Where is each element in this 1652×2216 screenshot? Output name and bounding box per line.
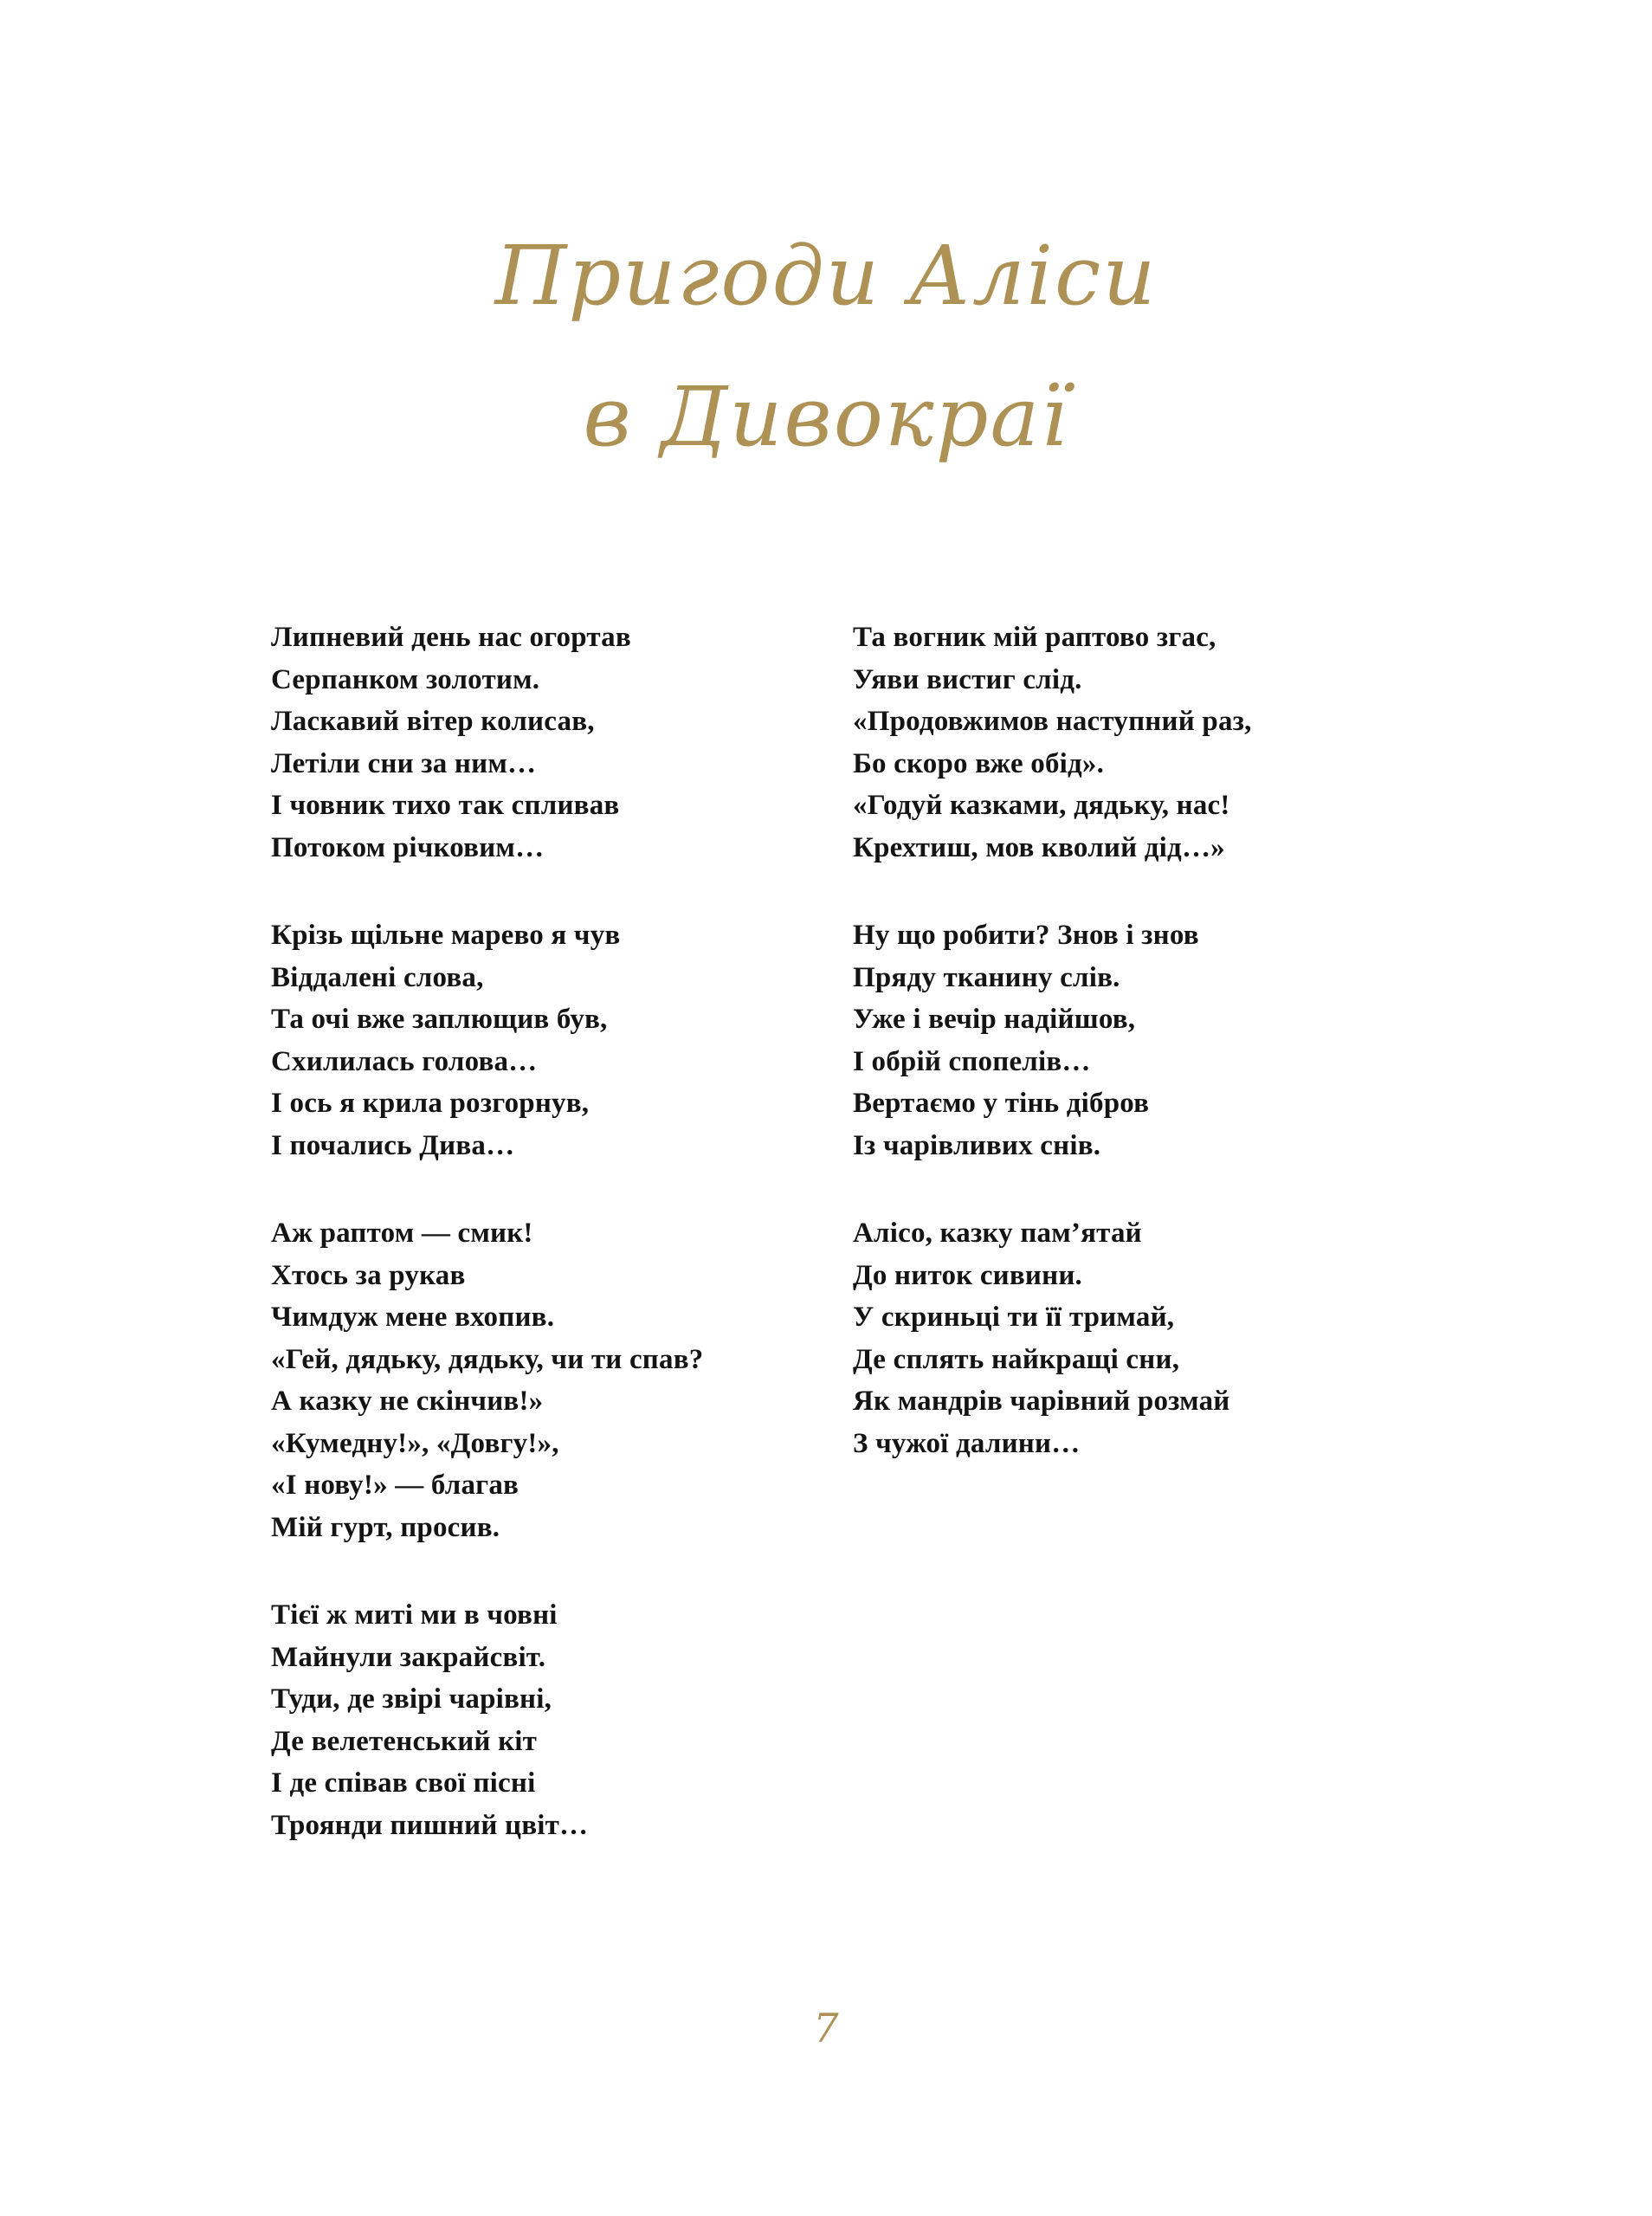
poem-line: «Продовжимов наступний раз,: [853, 706, 1252, 737]
poem-line: Вертаємо у тінь дібров: [853, 1088, 1150, 1119]
poem-line: Ну що робити? Знов і знов: [853, 920, 1199, 951]
poem-line: Уяви вистиг слід.: [853, 663, 1082, 695]
poem-line: Аж раптом — смик!: [271, 1218, 533, 1249]
poem-line: Мій гурт, просив.: [271, 1511, 500, 1543]
poem-line: Хтось за рукав: [271, 1259, 466, 1291]
poem-line: Уже і вечір надійшов,: [853, 1004, 1136, 1035]
poem-line: І човник тихо так спливав: [271, 790, 620, 821]
poem-line: Та вогник мій раптово згас,: [853, 622, 1216, 653]
poem-line: Чимдуж мене вхопив.: [271, 1302, 555, 1333]
poem-line: А казку не скінчив!»: [271, 1386, 544, 1417]
poem-stanza: [271, 617, 834, 869]
poem-stanza: [271, 1594, 834, 1846]
poem-stanza: [853, 617, 1416, 869]
chapter-title-line2: в Дивокраї: [583, 370, 1069, 465]
poem-line: Як мандрів чарівний розмай: [853, 1386, 1230, 1417]
poem-line: «Кумедну!», «Довгу!»,: [271, 1427, 559, 1459]
poem-line: Схилилась голова…: [271, 1045, 538, 1077]
poem-line: Віддалені слова,: [271, 961, 484, 993]
poem-line: Алісо, казку пам’ятай: [853, 1218, 1142, 1249]
poem-line: Із чарівливих снів.: [853, 1129, 1101, 1161]
poem-stanza: [271, 914, 834, 1166]
poem-line: Крізь щільне марево я чув: [271, 920, 621, 951]
poem-line: Бо скоро вже обід».: [853, 747, 1105, 779]
poem-line: І де співав свої пісні: [271, 1767, 536, 1799]
poem-stanza: [853, 914, 1416, 1166]
poem-line: Липневий день нас огортав: [271, 622, 631, 653]
poem-line: У скриньці ти її тримай,: [853, 1302, 1175, 1333]
chapter-title: [0, 206, 1652, 488]
poem-line: Пряду тканину слів.: [853, 961, 1120, 993]
poem-line: «І нову!» — благав: [271, 1470, 519, 1501]
poem-line: Троянди пишний цвіт…: [271, 1809, 589, 1841]
poem-column-left: [271, 617, 834, 1892]
poem-line: Майнули закрайсвіт.: [271, 1641, 546, 1673]
poem-line: Та очі вже заплющив був,: [271, 1004, 608, 1035]
poem-line: Де велетенський кіт: [271, 1725, 538, 1757]
poem-line: Туди, де звірі чарівні,: [271, 1683, 552, 1715]
poem-line: Серпанком золотим.: [271, 663, 540, 695]
poem-line: Летіли сни за ним…: [271, 747, 537, 779]
poem-line: З чужої далини…: [853, 1427, 1081, 1459]
poem-line: Ласкавий вітер колисав,: [271, 706, 595, 737]
page-number: 7: [813, 2005, 839, 2051]
chapter-title-line1: Пригоди Аліси: [494, 229, 1158, 324]
poem-stanza: [271, 1212, 834, 1548]
poem-stanza: [853, 1212, 1416, 1464]
poem-column-right: [853, 617, 1416, 1510]
poem-line: «Гей, дядьку, дядьку, чи ти спав?: [271, 1343, 704, 1375]
poem-line: До ниток сивини.: [853, 1259, 1082, 1291]
poem-line: Потоком річковим…: [271, 831, 545, 863]
poem-line: Тієї ж миті ми в човні: [271, 1599, 558, 1631]
poem-line: «Годуй казками, дядьку, нас!: [853, 790, 1230, 821]
poem-line: Де сплять найкращі сни,: [853, 1343, 1180, 1375]
poem-line: Крехтиш, мов кволий дід…»: [853, 831, 1225, 863]
poem-line: І ось я крила розгорнув,: [271, 1088, 590, 1119]
poem-line: І почались Дива…: [271, 1129, 515, 1161]
poem-line: І обрій спопелів…: [853, 1045, 1091, 1077]
